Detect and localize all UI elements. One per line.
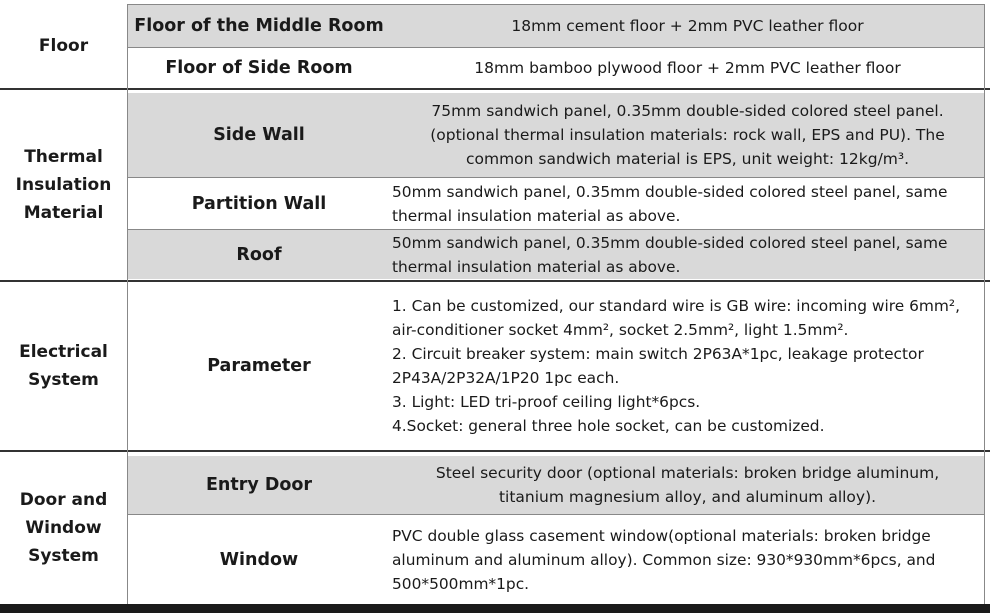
label-roof: Roof — [236, 245, 282, 265]
category-thermal-insulation: Thermal Insulation Material — [15, 147, 112, 223]
category-floor-label: Floor — [38, 36, 89, 56]
label-partition-wall: Partition Wall — [191, 193, 327, 214]
label-parameter: Parameter — [207, 356, 311, 376]
category-electrical-system: Electrical System — [19, 342, 108, 390]
category-door-window-system: Door and Window System — [19, 490, 108, 566]
category-floor — [0, 4, 127, 88]
label-window: Window — [219, 549, 299, 570]
value-window: PVC double glass casement window(optional materials: broken bridge aluminum and aluminum alloy). Common size: 930*930mm*6pcs, and 500*500mm*1pc. — [392, 526, 936, 593]
value-partition-wall: 50mm sandwich panel, 0.35mm double-sided colored steel panel, same thermal insulation material as above. — [392, 182, 948, 225]
label-floor-middle-room: Floor of the Middle Room — [134, 16, 384, 36]
bottom-border — [0, 604, 990, 613]
value-floor-side-room: 18mm bamboo plywood floor + 2mm PVC leather floor — [474, 59, 901, 77]
label-side-wall: Side Wall — [213, 125, 305, 145]
label-floor-side-room: Floor of Side Room — [165, 58, 353, 78]
value-roof: 50mm sandwich panel, 0.35mm double-sided colored steel panel, same thermal insulation material as above. — [392, 234, 948, 276]
label-entry-door: Entry Door — [205, 475, 313, 495]
value-entry-door: Steel security door (optional materials: broken bridge aluminum, titanium magnesium alloy, and aluminum alloy). — [435, 464, 940, 506]
value-side-wall: 75mm sandwich panel, 0.35mm double-sided colored steel panel. (optional thermal insulation materials: rock wall, EPS and PU). The common sandwich material is EPS, unit weight: 12kg/m³. — [430, 102, 945, 168]
value-floor-middle-room: 18mm cement floor + 2mm PVC leather floor — [511, 17, 864, 35]
value-parameter: 1. Can be customized, our standard wire is GB wire: incoming wire 6mm², air-conditioner socket 4mm², socket 2.5mm², light 1.5mm². 2. Circuit breaker system: main switch 2P63A*1pc, leakage protector 2P43A/2P32A/1P20 1pc each. 3. Light: LED tri-proof ceiling light*6pcs. 4.Socket: general three hole socket, can be customized. — [392, 297, 960, 435]
